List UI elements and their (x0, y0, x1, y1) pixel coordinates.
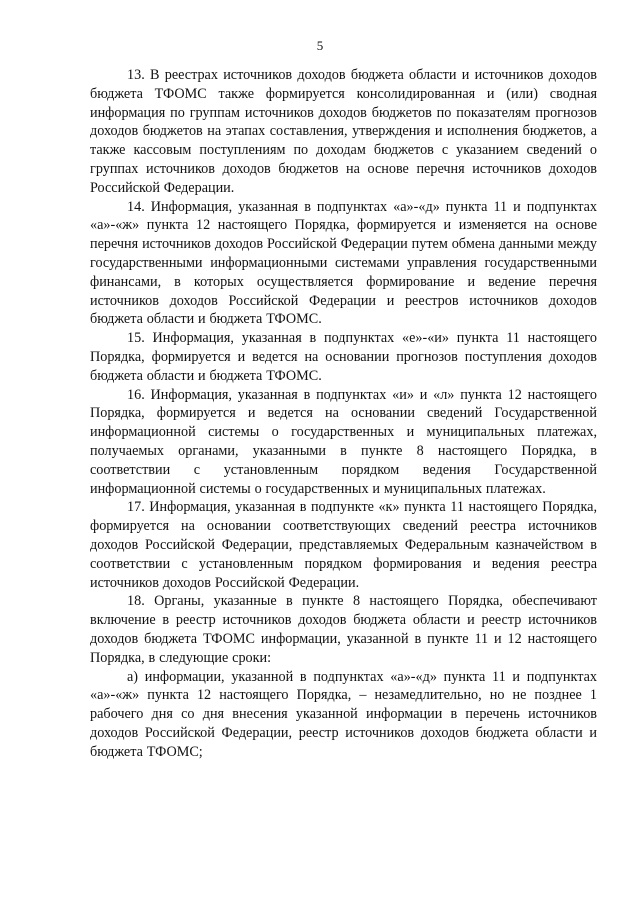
paragraph-15: 15. Информация, указанная в подпунктах «е»-«и» пункта 11 настоящего Порядка, формируется и ведется на основании прогнозов поступления доходов бюджета области и бюджета ТФОМС. (90, 330, 597, 384)
paragraph-18-a: а) информации, указанной в подпунктах «а»-«д» пункта 11 и подпунктах «а»-«ж» пункта 12 настоящего Порядка, – незамедлительно, но не позднее 1 рабочего дня со дня внесения указанной информации в перечень источников доходов Российской Федерации, реестр источников доходов бюджета области и бюджета ТФОМС; (90, 668, 597, 760)
paragraph-14: 14. Информация, указанная в подпунктах «а»-«д» пункта 11 и подпунктах «а»-«ж» пункта 12 настоящего Порядка, формируется и изменяется на основе перечня источников доходов Российской Федерации путем обмена данными между государственными информационными системами управления государственными финансами, в которых осуществляется формирование и ведение перечня источников доходов Российской Федерации и реестров источников доходов бюджета области и бюджета ТФОМС. (90, 198, 597, 328)
paragraph-13: 13. В реестрах источников доходов бюджета области и источников доходов бюджета ТФОМС также формируется консолидированная и (или) сводная информация по группам источников доходов бюджетов по показателям прогнозов доходов бюджетов на этапах составления, утверждения и исполнения бюджетов, а также кассовым поступлениям по доходам бюджетов с указанием сведений о группах источников доходов бюджетов на основе перечня источников доходов Российской Федерации. (90, 67, 597, 196)
paragraph-17: 17. Информация, указанная в подпункте «к» пункта 11 настоящего Порядка, формируется на основании соответствующих сведений реестра источников доходов Российской Федерации, представляемых Федеральным казначейством в соответствии с установленным порядком формирования и ведения реестра источников доходов Российской Федерации. (90, 499, 597, 591)
document-body (90, 66, 597, 761)
page-number: 5 (316, 38, 324, 53)
paragraph-16: 16. Информация, указанная в подпунктах «и» и «л» пункта 12 настоящего Порядка, формируется и ведется на основании сведений Государственной информационной системы о государственных и муниципальных платежах, получаемых органами, указанными в пункте 8 настоящего Порядка, в соответствии с установленным порядком ведения Государственной информационной системы о государственных и муниципальных платежах. (90, 386, 597, 497)
paragraph-18: 18. Органы, указанные в пункте 8 настоящего Порядка, обеспечивают включение в реестр источников доходов бюджета области и реестр источников доходов бюджета ТФОМС информации, указанной в пункте 11 и 12 настоящего Порядка, в следующие сроки: (90, 593, 597, 666)
